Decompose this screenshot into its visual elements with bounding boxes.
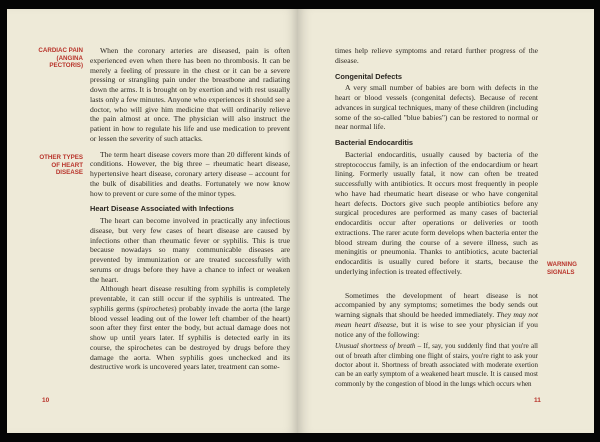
right-page xyxy=(298,9,594,433)
page-number-right: 11 xyxy=(534,397,541,404)
warning-paragraph: Sometimes the development of heart disease is not accompanied by any symptoms; sometimes the body sends out warning signals that should be heeded immediately. They may not mean heart disease, but it is wise to see your physician if you notice any of the following: xyxy=(335,290,538,339)
other-types-paragraph: The term heart disease covers more than 20 different kinds of conditions. However, the big three – rheumatic heart disease, hypertensive heart disease, coronary artery disease – account for the bulk of disabilities and deaths. Fortunately we now know how to prevent or cure some of the minor types. xyxy=(90,149,290,198)
infections-heading: Heart Disease Associated with Infections xyxy=(90,204,234,214)
side-label-other-types: OTHER TYPES OF HEART DISEASE xyxy=(39,154,83,177)
continuation-paragraph: times help relieve symptoms and retard further progress of the disease. xyxy=(335,46,538,65)
right-body-text xyxy=(335,46,538,389)
infections-paragraph-2: Although heart disease resulting from syphilis is completely preventable, it can still occur if the syphilis is untreated. The syphilis germs (spirochetes) probably invade the aorta (the large blood vessel leading out of the lower left chamber of the heart) soon after they first enter the body, but actual damage does not show up until years later. If syphilis is detected early in its course, the spirochetes can be destroyed by drugs before they damage the aorta. When syphilis goes unchecked and its destructive work is uncovered years later, treatment can some- xyxy=(90,284,291,372)
bacterial-paragraph: Bacterial endocarditis, usually caused by bacteria of the streptococcus family, is an infection of the endocardium or heart lining. Formerly usually fatal, it now can often be treated successfully with antibiotics. It occurs most frequently in people who have had rheumatic heart disease or who have congenital heart defects. Doctors give such people antibiotics before any surgical procedures are performed as many cases of bacterial endocarditis occur after operations or deliveries or tooth extractions. The rarer acute form develops when bacteria enter the blood stream during the course of a severe illness, such as meningitis or pneumonia. Thanks to antibiotics, acute bacterial endocarditis is usually cured before it starts, because the underlying infection is treated effectively. xyxy=(335,149,538,276)
shortness-of-breath-item: Unusual shortness of breath – If, say, you suddenly find that you're all out of breath after climbing one flight of stairs, you're right to ask your doctor about it. Shortness of breath associated with moderate exertion can be an early symptom of a weakened heart muscle. It is caused most commonly by the congestion of blood in the lungs which occurs when xyxy=(335,342,538,388)
infections-paragraph-1: The heart can become involved in practically any infectious disease, but very few cases of heart disease are caused by infections other than rheumatic fever or syphilis. This is true because nowadays so many communicable diseases are prevented by immunization or are treated successfully with serums or drugs before they have a chance to infect or weaken the heart. xyxy=(90,216,290,284)
left-body-text xyxy=(90,46,290,372)
congenital-paragraph: A very small number of babies are born with defects in the heart or blood vessels (congenital defects). Because of recent advances in surgical techniques, many of these children (including some of the so-called "blue babies") can be restored to normal or near normal life. xyxy=(335,83,538,132)
left-page xyxy=(7,9,298,433)
congenital-heading: Congenital Defects xyxy=(335,71,402,81)
bacterial-heading: Bacterial Endocarditis xyxy=(335,138,414,147)
side-label-cardiac-pain: CARDIAC PAIN (ANGINA PECTORIS) xyxy=(38,47,83,70)
side-label-warning-signals: WARNING SIGNALS xyxy=(547,261,577,276)
cardiac-pain-paragraph: When the coronary arteries are diseased, pain is often experienced even when there has been no thrombosis. It can be merely a feeling of pressure in the chest or it can be a severe pressing or strangling pain under the breastbone and radiating down the arms. It is brought on by exertion and with rest usually lasts only a few minutes. Anyone who experiences it should see a doctor, who will give him medicine that will ordinarily relieve the pain almost at once. The physician will also instruct the patient in how to regulate his life and use medication to prevent or lessen the severity of such attacks. xyxy=(90,46,290,143)
page-number-left: 10 xyxy=(42,397,50,404)
